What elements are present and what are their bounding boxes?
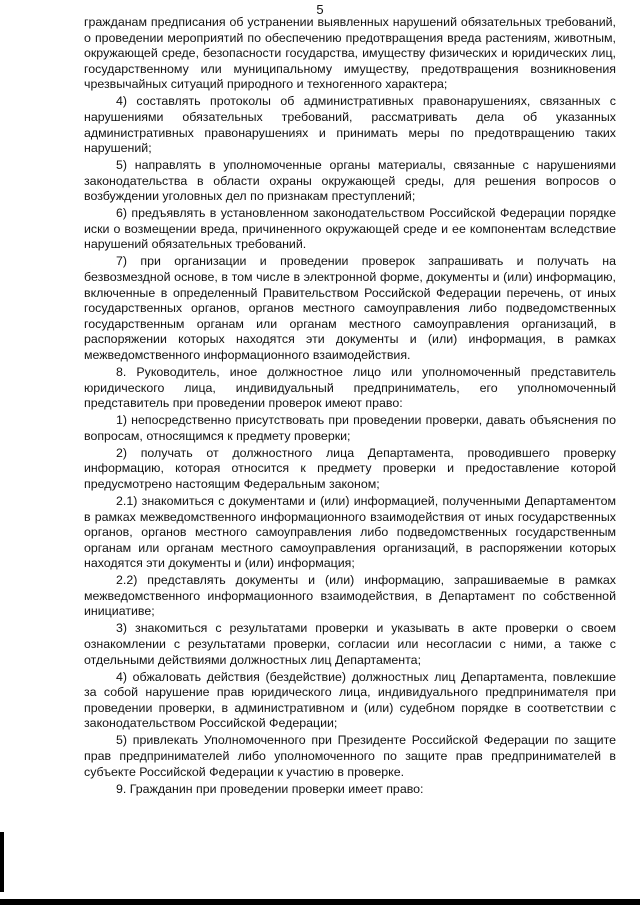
document-body [84,15,616,799]
paragraph-right-2-1: 2.1) знакомиться с документами и (или) информацией, полученными Департаментом в рамках межведомственного информационного взаимодействия от иных государственных органов, органов местного самоуправления либо подведомственных государственным органам или органам местного самоуправления организаций, в распоряжении которых находятся эти документы и (или) информация; [84,493,616,571]
paragraph-section-8: 8. Руководитель, иное должностное лицо или уполномоченный представитель юридического лица, индивидуальный предприниматель, его уполномоченный представитель при проведении проверок имеют право: [84,365,616,411]
paragraph-item-5: 5) направлять в уполномоченные органы материалы, связанные с нарушениями законодательства в области охраны окружающей среды, для решения вопросов о возбуждении уголовных дел по признакам преступлений; [84,158,616,204]
paragraph-right-5: 5) привлекать Уполномоченного при Президенте Российской Федерации по защите прав предпринимателей либо уполномоченного по защите прав предпринимателей в субъекте Российской Федерации к участию в проверке. [84,733,616,779]
paragraph-item-4: 4) составлять протоколы об административных правонарушениях, связанных с нарушениями обязательных требований, рассматривать дела об указанных административных правонарушениях и принимать меры по предотвращению таких нарушений; [84,94,616,156]
paragraph-right-4: 4) обжаловать действия (бездействие) должностных лиц Департамента, повлекшие за собой нарушение прав юридического лица, индивидуального предпринимателя при проведении проверки, в административном и (или) судебном порядке в соответствии с законодательством Российской Федерации; [84,669,616,731]
paragraph-right-1: 1) непосредственно присутствовать при проведении проверки, давать объяснения по вопросам, относящимся к предмету проверки; [84,413,616,443]
paragraph-item-7: 7) при организации и проведении проверок запрашивать и получать на безвозмездной основе, в том числе в электронной форме, документы и (или) информацию, включенные в определенный Правительством Российской Федерации перечень, от иных государственных органов, органов местного самоуправления либо подведомственных государственным органам или органам местного самоуправления организаций, в распоряжении которых находятся эти документы и (или) информация, в рамках межведомственного информационного взаимодействия. [84,254,616,363]
paragraph-right-2: 2) получать от должностного лица Департамента, проводившего проверку информацию, которая относится к предмету проверки и предоставление которой предусмотрено настоящим Федеральным законом; [84,445,616,491]
scan-edge-mark [0,832,4,892]
paragraph-section-9: 9. Гражданин при проведении проверки имеет право: [116,781,424,796]
paragraph-right-2-2: 2.2) представлять документы и (или) информацию, запрашиваемые в рамках межведомственного информационного взаимодействия, в Департамент по собственной инициативе; [84,573,616,619]
page-number: 5 [316,2,324,17]
paragraph-item-6: 6) предъявлять в установленном законодательством Российской Федерации порядке иски о возмещении вреда, причиненного окружающей среде и ее компонентам вследствие нарушений обязательных требований. [84,206,616,252]
paragraph-continuation: гражданам предписания об устранении выявленных нарушений обязательных требований, о проведении мероприятий по обеспечению предотвращения вреда растениям, животным, окружающей среде, безопасности государства, имуществу физических и юридических лиц, государственному или муниципальному имуществу, предотвращения возникновения чрезвычайных ситуаций природного и техногенного характера; [84,15,616,92]
scan-bottom-border [0,899,640,905]
paragraph-right-3: 3) знакомиться с результатами проверки и указывать в акте проверки о своем ознакомлении с результатами проверки, согласии или несогласии с ними, а также с отдельными действиями должностных лиц Департамента; [84,621,616,667]
